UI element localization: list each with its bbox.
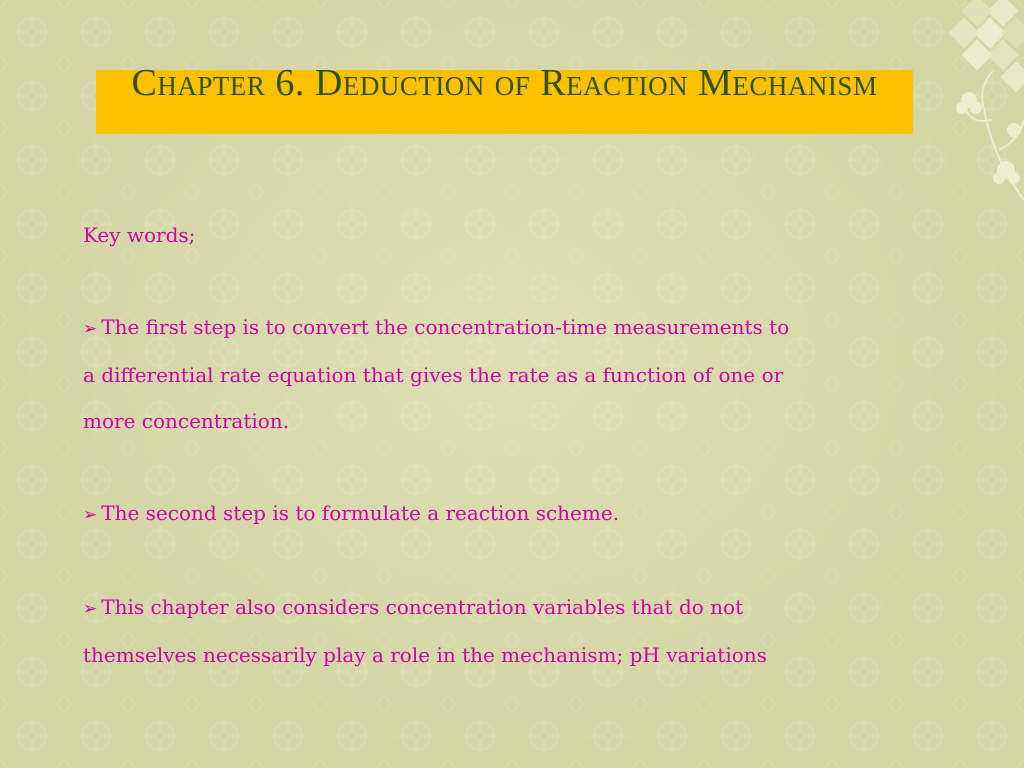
- spacer: [83, 444, 953, 490]
- bullet-1-line-2: a differential rate equation that gives the rate as a function of one or: [83, 363, 784, 387]
- bullet-3-line-1: This chapter also considers concentration variables that do not: [101, 595, 744, 619]
- slide-body: [83, 212, 953, 678]
- bullet-3-line-2: themselves necessarily play a role in the mechanism; pH variations: [83, 643, 767, 667]
- slide-title: Chapter 6. Deduction of Reaction Mechanism: [131, 62, 878, 104]
- bullet-1-line-3: more concentration.: [83, 409, 290, 433]
- keywords-label: Key words;: [83, 223, 196, 247]
- bullet-1-line-1: The first step is to convert the concentration-time measurements to: [101, 315, 790, 339]
- spacer: [83, 538, 953, 584]
- bullet-3: [83, 584, 953, 678]
- bullet-2-line-1: The second step is to formulate a reaction scheme.: [101, 501, 620, 525]
- arrowhead-bullet-icon: ➢: [83, 505, 98, 525]
- bullet-1: [83, 304, 953, 444]
- spacer: [83, 258, 953, 304]
- arrowhead-bullet-icon: ➢: [83, 319, 98, 339]
- bullet-2: [83, 490, 953, 538]
- arrowhead-bullet-icon: ➢: [83, 599, 98, 619]
